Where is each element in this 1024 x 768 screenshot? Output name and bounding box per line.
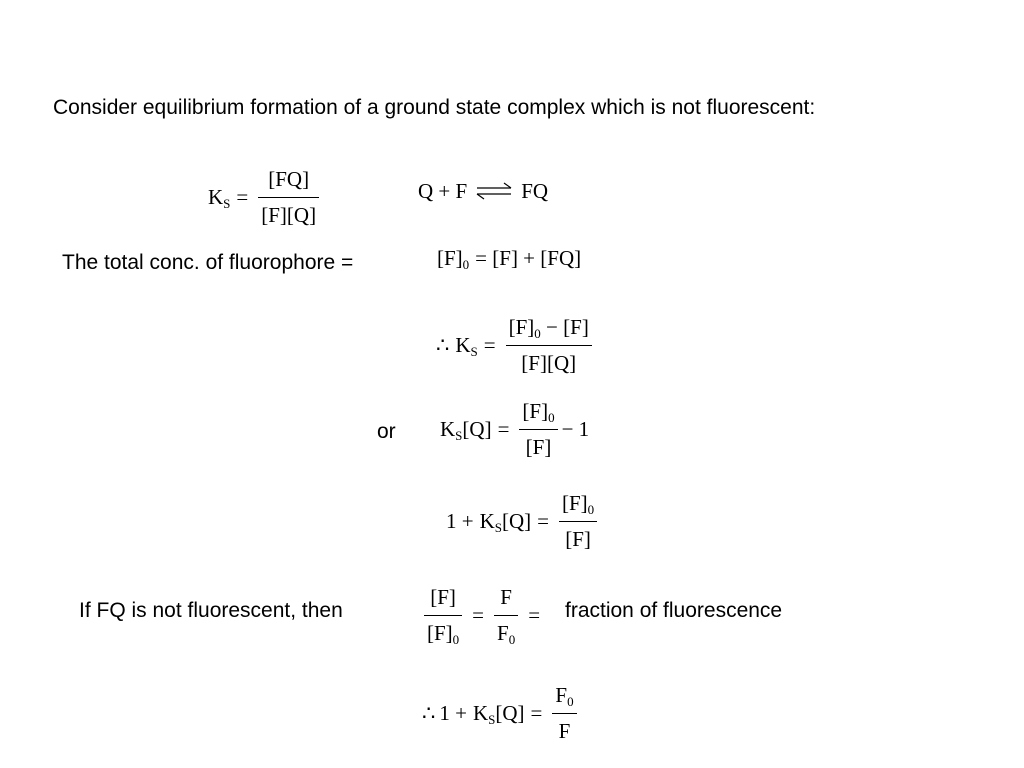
equation-fraction-fluorescence (420, 585, 546, 648)
equals-sign: = (528, 603, 541, 628)
numerator: $[F]_0$ (522, 399, 555, 425)
equation-final-stern-volmer (422, 684, 581, 743)
fraction-intensity (494, 585, 518, 648)
reactants: Q + F (418, 178, 468, 203)
total-conc-label: The total conc. of fluorophore = (62, 251, 354, 274)
fraction (506, 316, 592, 375)
equals-sign: = (537, 509, 549, 534)
equals-sign: = (530, 701, 543, 726)
k-symbol: $K_S$ (455, 333, 478, 360)
equals-sign: = (472, 603, 485, 628)
equation-stern-volmer-static (446, 492, 601, 551)
equals-sign: = (483, 333, 496, 358)
reaction-equation (418, 180, 548, 202)
fraction-of-fluorescence-label: fraction of fluorescence (565, 599, 783, 622)
equation-ks-q (440, 400, 589, 459)
k-symbol: $K_S$ (440, 417, 463, 444)
fraction-concentration (424, 585, 462, 648)
k-symbol: $K_S$ (479, 509, 502, 536)
minus-one: − 1 (561, 417, 590, 442)
numerator: $[F]_0$ (562, 491, 595, 517)
denominator: [F][Q] (521, 351, 577, 376)
or-label: or (377, 420, 396, 443)
numerator: [F] (430, 585, 456, 609)
fraction-bar (519, 429, 557, 430)
therefore-symbol: ∴ (422, 701, 436, 726)
fraction (552, 684, 576, 743)
fraction-bar (424, 615, 462, 616)
denominator: [F] (565, 527, 591, 552)
intro-text: Consider equilibrium formation of a ground state complex which is not fluorescent: (53, 96, 816, 119)
numerator: $F_0$ (555, 683, 574, 709)
fraction-bar (552, 713, 576, 714)
equation-total-fluorophore (437, 246, 582, 272)
f-zero: $[F]_0$ (437, 246, 470, 272)
fraction (559, 492, 597, 551)
fraction (258, 168, 319, 227)
q-term: [Q] (495, 701, 525, 726)
fraction-bar (494, 615, 518, 616)
numerator: $[F]_0 - [F]$ (508, 315, 589, 341)
q-term: [Q] (502, 509, 532, 534)
product: FQ (521, 178, 549, 203)
equals-sign: = (497, 417, 510, 442)
one-plus: 1 + (439, 701, 467, 726)
equation-ks-derived (436, 316, 596, 375)
fraction-bar (506, 345, 592, 346)
therefore-symbol: ∴ (436, 333, 450, 358)
equation-ks-definition (208, 168, 323, 227)
fraction-bar (559, 521, 597, 522)
fraction (519, 400, 557, 459)
denominator: [F] (525, 435, 552, 460)
equilibrium-arrows-icon (473, 180, 515, 202)
q-term: [Q] (462, 417, 492, 442)
fraction-bar (258, 197, 319, 198)
fq-condition-label: If FQ is not fluorescent, then (79, 599, 343, 622)
one-plus: 1 + (446, 509, 474, 534)
numerator: [FQ] (268, 167, 310, 191)
numerator: F (500, 585, 512, 609)
denominator: [F][Q] (261, 203, 317, 228)
denominator: $F_0$ (497, 621, 516, 648)
k-symbol: $K_S$ (472, 701, 496, 728)
rhs: = [F] + [FQ] (475, 246, 582, 270)
k-symbol: $K_S$ (208, 185, 231, 212)
denominator: F (558, 719, 571, 744)
denominator: $[F]_0$ (427, 621, 460, 648)
equals-sign: = (236, 185, 249, 210)
